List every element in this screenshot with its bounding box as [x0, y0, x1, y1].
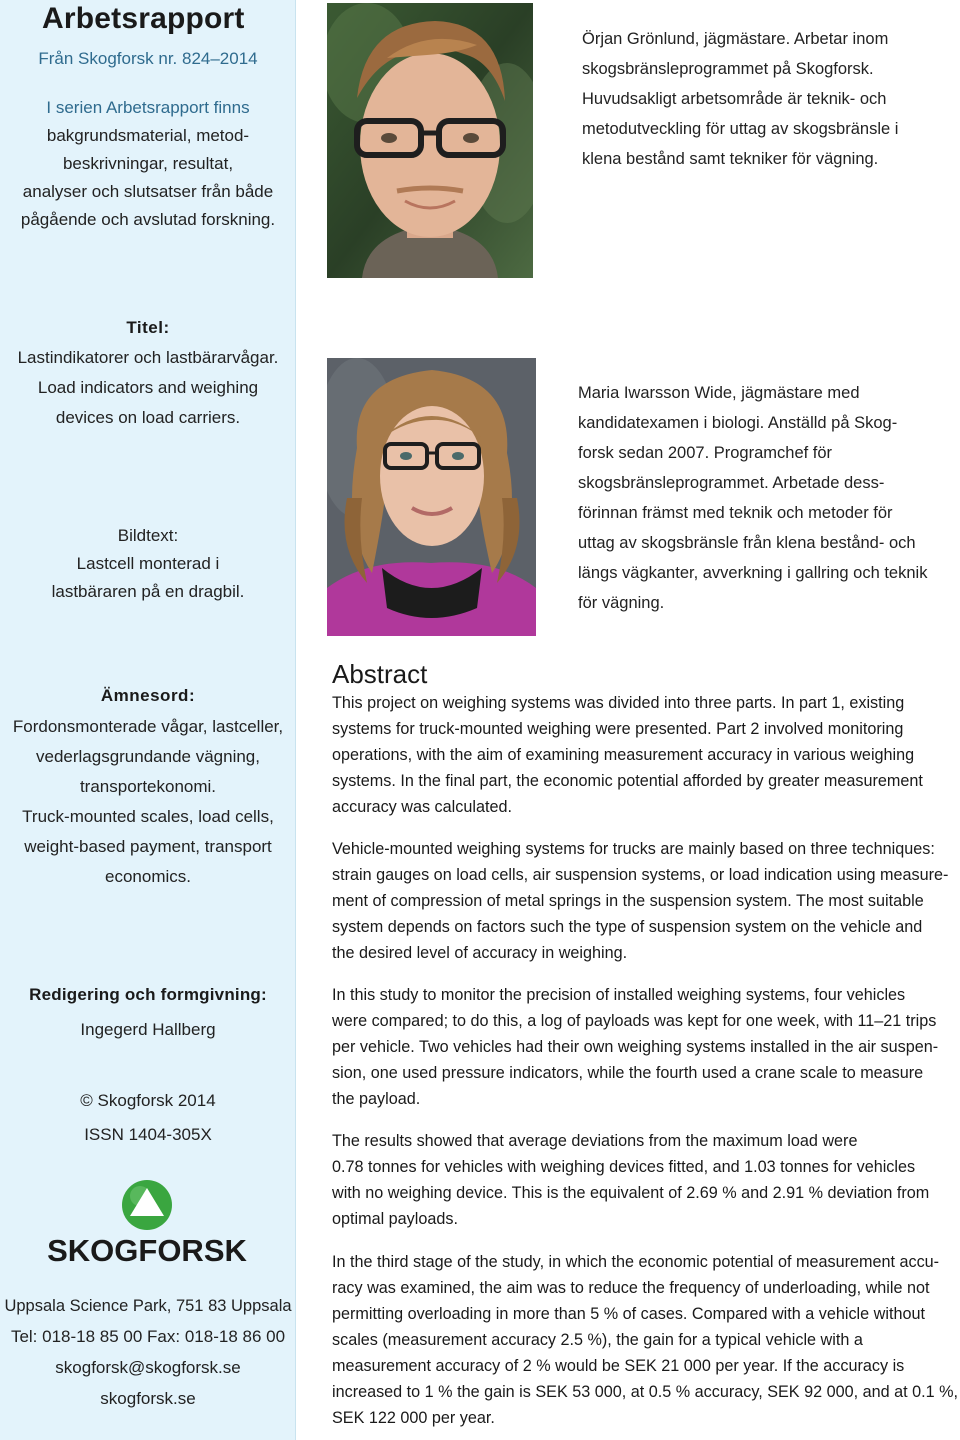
series-description: I serien Arbetsrapport finns bakgrundsmaterial, metod- beskrivningar, resultat, analyser och slutsatser från både pågående och avslutad forskning.: [20, 98, 276, 229]
phone-fax: Tel: 018-18 85 00 Fax: 018-18 86 00: [10, 1327, 286, 1346]
abstract-paragraph-5: In the third stage of the study, in which the economic potential of measurement accu- racy was examined, the aim was to reduce the frequency of underloading, while not permitting overloading in more than 5 % of cases. Compared with a vehicle without scales (measurement accuracy 2.5 %), the gain for a typical vehicle with a measurement accuracy of 2 % would be SEK 21 000 per year. If the accuracy is increased to 1 % the gain is SEK 53 000, at 0.5 % accuracy, SEK 92 000, and at 0.1 %, SEK 122 000 per year.: [332, 1253, 959, 1427]
copyright: © Skogforsk 2014: [80, 1091, 216, 1110]
caption-label: Bildtext:: [117, 526, 179, 545]
skogforsk-logo-icon: [32, 1158, 262, 1286]
editor-name: Ingegerd Hallberg: [80, 1020, 216, 1039]
publication-info: [0, 1087, 296, 1149]
website-link[interactable]: skogforsk.se: [100, 1389, 196, 1408]
series-info: [0, 45, 296, 73]
report-series-title: Arbetsrapport: [42, 2, 245, 35]
caption-section: Bildtext: Lastcell monterad i lastbäraren på en dragbil.: [0, 522, 296, 606]
contact-section: [0, 1292, 296, 1413]
issn: ISSN 1404-305X: [84, 1125, 212, 1144]
editing-label: Redigering och formgivning:: [29, 985, 267, 1004]
caption-text: Lastcell monterad i: [76, 554, 220, 573]
series-number: Från Skogforsk nr. 824–2014: [38, 49, 258, 68]
abstract-paragraph-4: The results showed that average deviations from the maximum load were 0.78 tonnes for vehicles with weighing devices fitted, and 1.03 tonnes for vehicles with no weighing device. This is the equivalent of 2.69 % and 2.91 % deviation from optimal payloads.: [332, 1132, 930, 1228]
title-label: Titel:: [126, 318, 170, 337]
sidebar: [0, 0, 296, 1440]
abstract-paragraph-1: This project on weighing systems was divided into three parts. In part 1, existing systems for truck-mounted weighing were presented. Part 2 involved monitoring operations, with the aim of examining measurement accuracy in various weighing systems. In the final part, the economic potential afforded by greater measurement accuracy was calculated.: [332, 694, 923, 816]
skogforsk-logo: [32, 1158, 262, 1286]
author-bio-1: Örjan Grönlund, jägmästare. Arbetar inom skogsbränsleprogrammet på Skogforsk. Huvudsakligt arbetsområde är teknik- och metodutveckling för uttag av skogsbränsle i klena bestånd samt tekniker för vägning.: [582, 30, 899, 168]
abstract-heading: Abstract: [332, 659, 428, 689]
man-portrait-icon: [327, 3, 533, 278]
logo-wordmark: SKOGFORSK: [47, 1233, 247, 1268]
email-link[interactable]: skogforsk@skogforsk.se: [55, 1358, 241, 1377]
title-swedish: Lastindikatorer och lastbärarvågar.: [17, 348, 279, 367]
abstract-paragraph-3: In this study to monitor the precision of installed weighing systems, four vehicles were compared; to do this, a log of payloads was kept for one week, with 11–21 trips per vehicle. Two vehicles had their own weighing systems installed in the air suspen- sion, one used pressure indicators, while the fourth used a crane scale to measure the payload.: [332, 986, 939, 1108]
editing-section: [0, 981, 296, 1044]
keywords-label: Ämnesord:: [100, 686, 196, 705]
keywords-section: Ämnesord: Fordonsmonterade vågar, lastceller, vederlagsgrundande vägning, transportekonomi. Truck-mounted scales, load cells, weight-based payment, transport economics.: [0, 682, 296, 891]
abstract-paragraph-2: Vehicle-mounted weighing systems for trucks are mainly based on three techniques: strain gauges on load cells, air suspension systems, or load indication using measure- ment of compression of metal springs in the suspension system. The most suitable system depends on factors such the type of suspension system on the vehicle and the desired level of accuracy in weighing.: [332, 840, 949, 962]
author-bio-2: Maria Iwarsson Wide, jägmästare med kandidatexamen i biologi. Anställd på Skog- forsk sedan 2007. Programchef för skogsbränsleprogrammet. Arbetade dess- förinnan främst med teknik och metoder för uttag av skogsbränsle från klena bestånd- och längs vägkanter, avverkning i gallring och teknik för vägning.: [578, 384, 928, 612]
address: Uppsala Science Park, 751 83 Uppsala: [4, 1297, 292, 1315]
author-photo-2: [327, 358, 536, 636]
author-photo-1: [327, 3, 533, 278]
title-english: Load indicators and weighing: [37, 378, 259, 397]
title-section: Titel: Lastindikatorer och lastbärarvågar. Load indicators and weighing devices on load carriers.: [0, 314, 296, 432]
woman-portrait-icon: [327, 358, 536, 636]
